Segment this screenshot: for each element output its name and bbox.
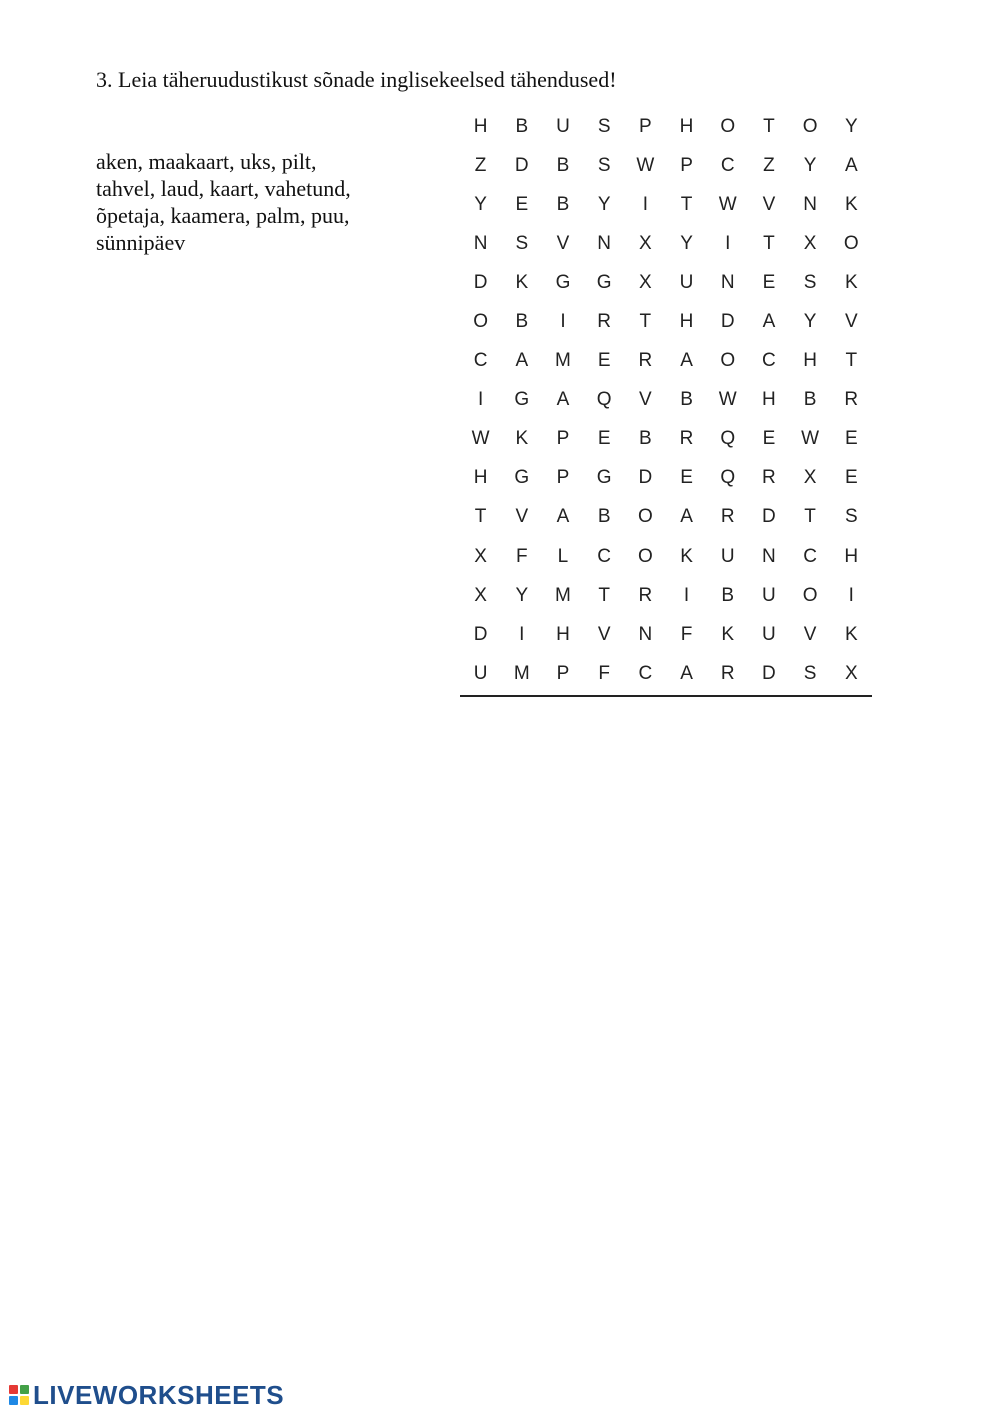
grid-bottom-rule [460,695,872,697]
grid-cell[interactable]: G [596,271,612,293]
grid-cell[interactable]: W [801,428,820,450]
letter-grid [460,107,872,693]
grid-cell[interactable]: N [597,232,612,254]
grid-cell[interactable]: I [848,584,854,606]
grid-cell[interactable]: E [762,271,776,293]
grid-cell[interactable]: N [473,232,488,254]
grid-cell[interactable]: C [762,350,776,372]
grid-cell[interactable]: R [597,311,612,333]
grid-cell[interactable]: D [720,311,735,333]
grid-cell[interactable]: T [763,115,775,137]
grid-cell[interactable]: D [762,506,776,528]
grid-cell[interactable]: W [718,193,737,215]
grid-cell[interactable]: V [515,506,529,528]
grid-cell[interactable]: D [514,154,529,176]
grid-cell[interactable]: O [720,115,736,137]
grid-cell[interactable]: H [803,350,817,372]
grid-cell[interactable]: H [844,545,859,567]
grid-cell[interactable]: A [762,311,776,333]
grid-cell[interactable]: F [515,545,528,567]
grid-cell[interactable]: X [639,271,652,293]
grid-cell[interactable]: X [803,467,817,489]
grid-cell[interactable]: X [474,584,487,606]
grid-cell[interactable]: H [473,467,488,489]
grid-cell[interactable]: E [844,428,858,450]
grid-cell[interactable]: M [555,584,571,606]
grid-cell[interactable]: T [763,232,775,254]
grid-cell[interactable]: C [638,662,653,684]
word-list-line: õpetaja, kaamera, palm, puu, [96,203,350,228]
grid-cell[interactable]: I [725,232,731,254]
grid-cell[interactable]: R [762,467,776,489]
grid-cell[interactable]: Z [474,154,487,176]
grid-cell[interactable]: P [639,115,652,137]
grid-cell[interactable]: G [514,467,530,489]
grid-cell[interactable]: I [560,311,566,333]
grid-cell[interactable]: V [639,389,652,411]
grid-cell[interactable]: P [556,428,570,450]
grid-cell[interactable]: D [638,467,653,489]
grid-cell[interactable]: U [762,623,776,645]
grid-cell[interactable]: S [844,506,858,528]
grid-cell[interactable]: U [473,662,488,684]
grid-cell[interactable]: W [636,154,655,176]
grid-cell[interactable]: S [803,271,817,293]
grid-cell[interactable]: X [474,545,487,567]
grid-cell[interactable]: S [515,232,529,254]
grid-cell[interactable]: G [514,389,530,411]
grid-cell[interactable]: Y [597,193,611,215]
grid-cell[interactable]: R [679,428,694,450]
grid-cell[interactable]: K [844,193,858,215]
grid-cell[interactable]: D [473,271,488,293]
grid-cell[interactable]: H [762,389,776,411]
grid-cell[interactable]: Q [596,389,612,411]
grid-cell[interactable]: U [556,115,570,137]
grid-cell[interactable]: B [803,389,817,411]
grid-cell[interactable]: Y [803,311,817,333]
grid-cell[interactable]: A [844,154,858,176]
logo-square [20,1396,29,1405]
grid-cell[interactable]: E [597,428,611,450]
grid-cell[interactable]: B [680,389,693,411]
grid-cell[interactable]: S [803,662,817,684]
grid-cell[interactable]: Z [763,154,775,176]
grid-cell[interactable]: R [638,584,653,606]
grid-cell[interactable]: E [597,350,611,372]
grid-cell[interactable]: C [803,545,817,567]
grid-cell[interactable]: X [844,662,858,684]
grid-cell[interactable]: A [680,662,693,684]
grid-cell[interactable]: A [680,506,693,528]
grid-cell[interactable]: K [515,271,529,293]
grid-cell[interactable]: M [513,662,530,684]
grid-cell[interactable]: R [844,389,859,411]
grid-cell[interactable]: R [720,662,735,684]
grid-cell[interactable]: V [556,232,570,254]
grid-cell[interactable]: M [555,350,571,372]
grid-cell[interactable]: X [803,232,817,254]
word-list-line: aken, maakaart, uks, pilt, [96,149,317,174]
grid-cell[interactable]: P [556,662,570,684]
grid-cell[interactable]: K [844,271,858,293]
word-list-line: sünnipäev [96,230,186,255]
grid-cell[interactable]: B [721,584,735,606]
grid-cell[interactable]: O [802,115,818,137]
grid-cell[interactable]: Y [803,154,817,176]
logo-text: LIVEWORKSHEETS [33,1379,285,1410]
grid-cell[interactable]: R [638,350,653,372]
grid-cell[interactable]: O [637,506,653,528]
grid-cell[interactable]: R [720,506,735,528]
grid-cell[interactable]: E [515,193,529,215]
grid-cell[interactable]: T [680,193,693,215]
grid-cell[interactable]: I [683,584,690,606]
grid-cell[interactable]: P [556,467,570,489]
grid-cell[interactable]: V [844,311,858,333]
grid-cell[interactable]: K [515,428,529,450]
grid-cell[interactable]: B [556,154,570,176]
grid-cell[interactable]: Y [515,584,529,606]
grid-cell[interactable]: D [473,623,488,645]
grid-cell[interactable]: U [720,545,735,567]
grid-cell[interactable]: V [597,623,611,645]
word-list-line: tahvel, laud, kaart, vahetund, [96,176,351,201]
grid-cell[interactable]: O [843,232,859,254]
grid-cell[interactable]: B [515,311,529,333]
grid-cell[interactable]: N [720,271,735,293]
grid-cell[interactable]: A [680,350,693,372]
grid-cell[interactable]: H [679,115,694,137]
grid-cell[interactable]: A [515,350,529,372]
grid-cell[interactable]: L [557,545,569,567]
grid-cell[interactable]: S [597,154,611,176]
instruction-heading: 3. Leia täheruudustikust sõnade inglisekeelsed tähendused! [96,67,617,92]
grid-cell[interactable]: O [473,311,488,333]
grid-cell[interactable]: K [844,623,858,645]
grid-cell[interactable]: Q [720,467,736,489]
grid-cell[interactable]: W [718,389,737,411]
grid-cell[interactable]: N [638,623,653,645]
grid-cell[interactable]: T [598,584,610,606]
grid-cell[interactable]: A [556,389,570,411]
grid-cell[interactable]: F [680,623,693,645]
grid-cell[interactable]: A [556,506,570,528]
grid-cell[interactable]: K [680,545,693,567]
grid-cell[interactable]: Y [680,232,693,254]
grid-cell[interactable]: H [556,623,570,645]
grid-cell[interactable]: D [762,662,776,684]
grid-cell[interactable]: T [474,506,487,528]
grid-cell[interactable]: K [721,623,735,645]
grid-cell[interactable]: B [515,115,529,137]
word-list [96,148,396,256]
grid-cell[interactable]: Q [720,428,736,450]
grid-cell[interactable]: B [597,506,611,528]
grid-cell[interactable]: G [596,467,612,489]
grid-cell[interactable]: N [803,193,817,215]
grid-cell[interactable]: E [680,467,693,489]
logo-square [9,1396,18,1405]
grid-cell[interactable]: C [720,154,735,176]
grid-cell[interactable]: F [598,662,610,684]
grid-cell[interactable]: P [680,154,693,176]
grid-cell[interactable]: U [762,584,776,606]
grid-cell[interactable]: C [473,350,488,372]
grid-cell[interactable]: O [720,350,736,372]
logo-square [20,1385,29,1394]
grid-cell[interactable]: V [803,623,817,645]
word-search-puzzle [460,107,872,697]
grid-cell[interactable]: H [679,311,694,333]
grid-cell[interactable]: U [679,271,694,293]
grid-cell[interactable]: T [845,350,858,372]
grid-cell[interactable]: S [597,115,611,137]
grid-cell[interactable]: T [639,311,652,333]
grid-cell[interactable]: G [555,271,571,293]
grid-cell[interactable]: Y [844,115,858,137]
grid-cell[interactable]: B [639,428,652,450]
grid-cell[interactable]: W [471,428,490,450]
grid-cell[interactable]: T [804,506,816,528]
grid-cell[interactable]: N [762,545,776,567]
footer-logo[interactable] [8,1380,284,1410]
logo-square [9,1385,18,1394]
grid-cell[interactable]: I [642,193,648,215]
grid-cell[interactable]: B [556,193,570,215]
grid-cell[interactable]: I [477,389,484,411]
grid-cell[interactable]: O [802,584,818,606]
grid-cell[interactable]: Y [474,193,487,215]
grid-cell[interactable]: E [762,428,776,450]
liveworksheets-logo-icon [8,1384,30,1406]
grid-cell[interactable]: H [473,115,488,137]
grid-cell[interactable]: X [639,232,652,254]
grid-cell[interactable]: C [597,545,612,567]
grid-cell[interactable]: V [762,193,776,215]
grid-cell[interactable]: O [637,545,653,567]
grid-cell[interactable]: E [844,467,858,489]
grid-cell[interactable]: I [519,623,525,645]
